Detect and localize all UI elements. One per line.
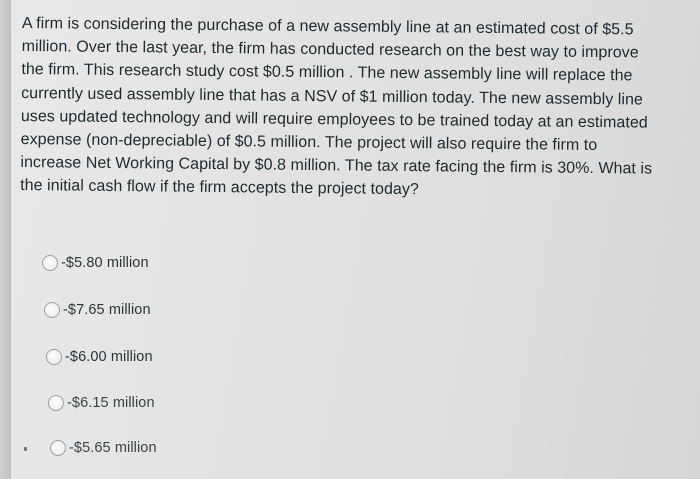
radio-button-icon[interactable] — [48, 395, 64, 411]
question-text: A firm is considering the purchase of a new assembly line at an estimated cost of $5.5 million. Over the last year, the firm has conducted research on the best way to improve the firm. This research study cost $0.5 million . The new assembly line will replace the currently used assembly line that has a NSV of $1 million today. The new assembly line uses updated technology and will require employees to be trained today at an estimated expense (non-depreciable) of $0.5 million. The project will also require the firm to increase Net Working Capital by $0.8 million. The tax rate facing the firm is 30%. What is the initial cash flow if the firm accepts the project today? — [20, 14, 653, 199]
radio-button-icon[interactable] — [46, 349, 62, 365]
answer-option-label: -$5.80 million — [61, 255, 149, 271]
radio-button-icon[interactable] — [50, 440, 66, 456]
answer-option-3[interactable] — [46, 349, 153, 365]
selection-marker-icon — [24, 447, 27, 451]
answer-option-4[interactable] — [48, 395, 155, 411]
radio-button-icon[interactable] — [42, 255, 58, 271]
answer-option-label: -$7.65 million — [63, 302, 151, 318]
answer-option-label: -$6.15 million — [67, 395, 155, 411]
radio-button-icon[interactable] — [44, 302, 60, 318]
answer-option-label: -$5.65 million — [69, 440, 157, 456]
answer-option-label: -$6.00 million — [65, 349, 153, 365]
answer-option-5[interactable] — [50, 440, 157, 456]
answer-option-2[interactable] — [44, 302, 151, 318]
answer-option-1[interactable] — [42, 255, 149, 271]
